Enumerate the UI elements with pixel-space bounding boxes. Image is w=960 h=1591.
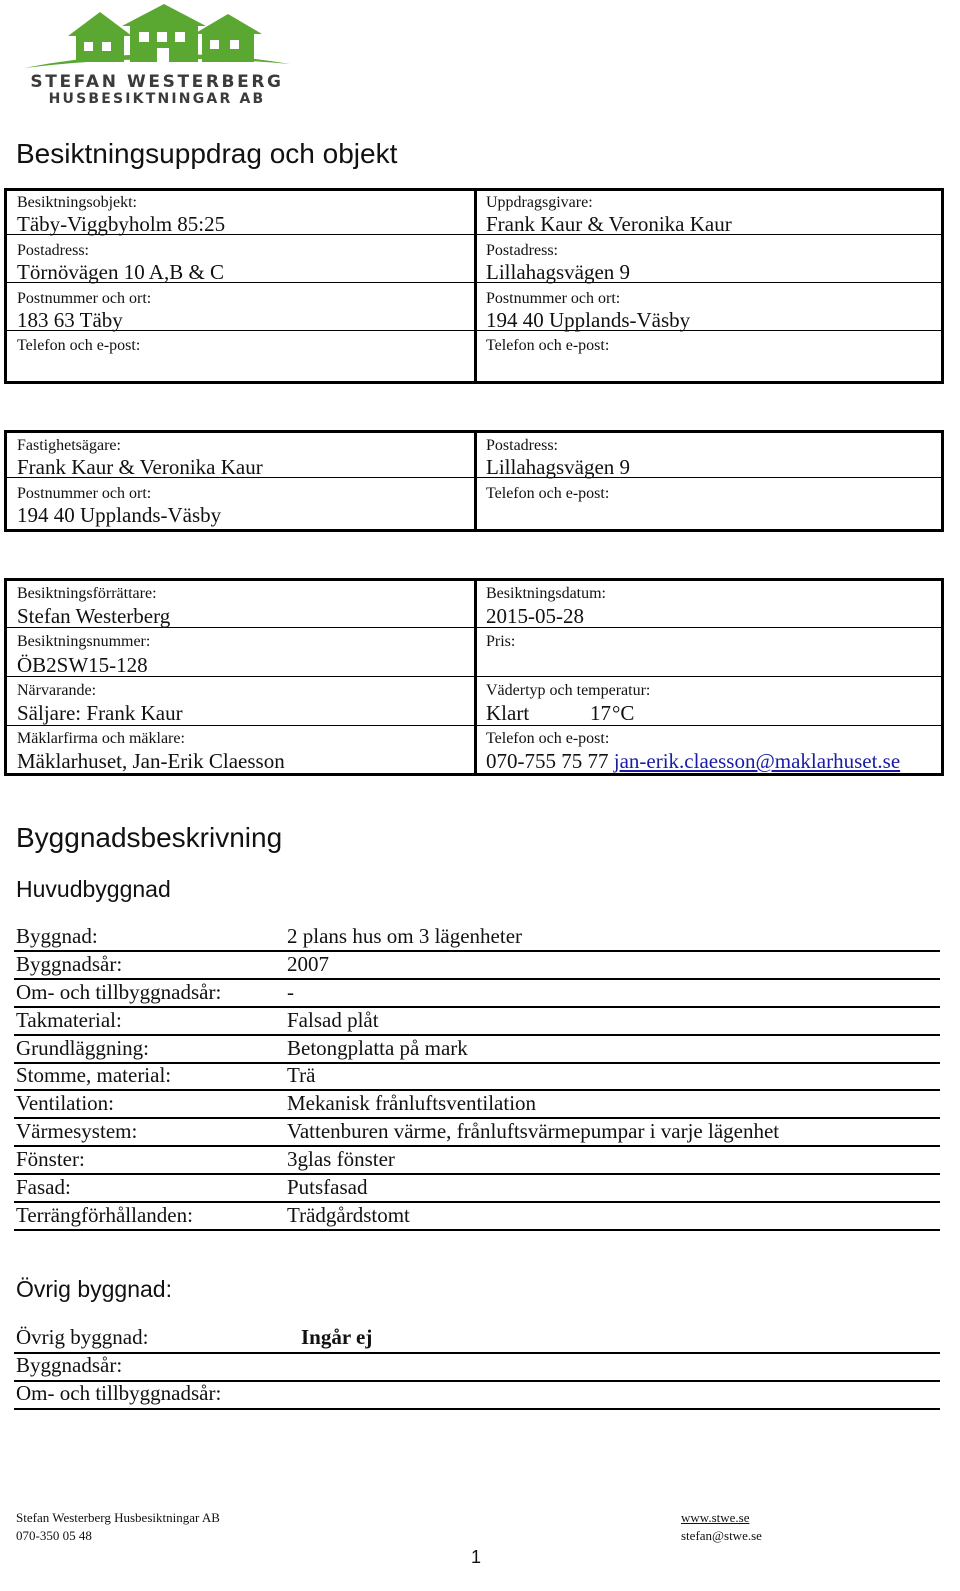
inspection-box [4,578,944,776]
temperature-unit: °C [612,701,635,725]
owner-zip-value: 194 40 Upplands-Väsby [17,503,222,527]
other-construction-year-label: Byggnadsår: [16,1353,123,1377]
client-value: Frank Kaur & Veronika Kaur [486,212,732,236]
heating-value: Vattenburen värme, frånluftsvärmepumpar i varje lägenhet [287,1119,780,1143]
inspector-value: Stefan Westerberg [17,604,171,628]
client-label: Uppdragsgivare: [486,194,593,211]
broker-value: Mäklarhuset, Jan-Erik Claesson [17,749,285,773]
building-description-title: Byggnadsbeskrivning [16,822,283,853]
footer-email: stefan@stwe.se [681,1528,762,1543]
company-logo [18,2,296,110]
client-zip-label: Postnummer och ort: [486,290,621,307]
object-zip-value: 183 63 Täby [17,308,123,332]
roof-material-value: Falsad plåt [287,1008,379,1032]
windows-label: Fönster: [16,1147,85,1171]
building-value: 2 plans hus om 3 lägenheter [287,924,523,948]
foundation-value: Betongplatta på mark [287,1036,468,1060]
present-label: Närvarande: [17,682,97,699]
object-address-label: Postadress: [17,242,89,259]
broker-contact-label: Telefon och e-post: [486,730,610,747]
present-value: Säljare: Frank Kaur [17,701,183,725]
client-contact-label: Telefon och e-post: [486,337,610,354]
object-address-value: Törnövägen 10 A,B & C [17,260,225,284]
windows-value: 3glas fönster [287,1147,395,1171]
inspection-date-label: Besiktningsdatum: [486,585,606,602]
object-value: Täby-Viggbyholm 85:25 [17,212,226,236]
construction-year-label: Byggnadsår: [16,952,123,976]
weather-label: Vädertyp och temperatur: [486,682,651,699]
assignment-title: Besiktningsuppdrag och objekt [16,138,398,169]
building-label: Byggnad: [16,924,98,948]
construction-year-value: 2007 [287,952,329,976]
assignment-box [4,188,944,384]
owner-address-label: Postadress: [486,437,558,454]
box-divider [474,581,477,773]
houses-icon [18,2,296,74]
inspection-date-value: 2015-05-28 [486,604,584,628]
client-address-label: Postadress: [486,242,558,259]
foundation-label: Grundläggning: [16,1036,149,1060]
ventilation-label: Ventilation: [16,1091,114,1115]
terrain-value: Trädgårdstomt [287,1203,410,1227]
inspection-number-label: Besiktningsnummer: [17,633,151,650]
inspection-number-value: ÖB2SW15-128 [17,653,148,677]
renovation-year-value: - [287,980,294,1004]
box-divider [474,433,477,529]
broker-label: Mäklarfirma och mäklare: [17,730,185,747]
facade-value: Putsfasad [287,1175,368,1199]
heating-label: Värmesystem: [16,1119,138,1143]
facade-label: Fasad: [16,1175,71,1199]
owner-label: Fastighetsägare: [17,437,121,454]
ventilation-value: Mekanisk frånluftsventilation [287,1091,537,1115]
page-number: 1 [471,1547,482,1567]
other-building-label: Övrig byggnad: [16,1325,149,1349]
owner-box [4,430,944,532]
owner-address-value: Lillahagsvägen 9 [486,455,631,479]
inspector-label: Besiktningsförrättare: [17,585,157,602]
other-renovation-year-label: Om- och tillbyggnadsår: [16,1381,222,1405]
temperature-number: 17 [590,701,611,725]
box-divider [474,191,477,381]
object-contact-label: Telefon och e-post: [17,337,141,354]
broker-phone: 070-755 75 77 [486,749,609,773]
terrain-label: Terrängförhållanden: [16,1203,193,1227]
broker-email-link[interactable]: jan-erik.claesson@maklarhuset.se [613,749,901,773]
other-building-value: Ingår ej [301,1325,373,1349]
footer-website-link[interactable]: www.stwe.se [681,1510,750,1525]
frame-material-label: Stomme, material: [16,1063,172,1087]
owner-contact-label: Telefon och e-post: [486,485,610,502]
logo-tagline: HUSBESIKTNINGAR AB [48,91,266,107]
broker-contact-value [486,749,900,774]
footer-company: Stefan Westerberg Husbesiktningar AB [16,1510,220,1525]
roof-material-label: Takmaterial: [16,1008,122,1032]
price-label: Pris: [486,633,516,650]
footer-phone: 070-350 05 48 [16,1528,92,1543]
weather-value: Klart [486,701,530,725]
owner-value: Frank Kaur & Veronika Kaur [17,455,263,479]
owner-zip-label: Postnummer och ort: [17,485,152,502]
client-address-value: Lillahagsvägen 9 [486,260,631,284]
object-zip-label: Postnummer och ort: [17,290,152,307]
client-zip-value: 194 40 Upplands-Väsby [486,308,691,332]
other-building-title: Övrig byggnad: [16,1276,172,1302]
renovation-year-label: Om- och tillbyggnadsår: [16,980,222,1004]
logo-name: STEFAN WESTERBERG [30,72,284,92]
main-building-title: Huvudbyggnad [16,876,171,902]
frame-material-value: Trä [287,1063,316,1087]
object-label: Besiktningsobjekt: [17,194,137,211]
temperature-value [590,701,634,726]
